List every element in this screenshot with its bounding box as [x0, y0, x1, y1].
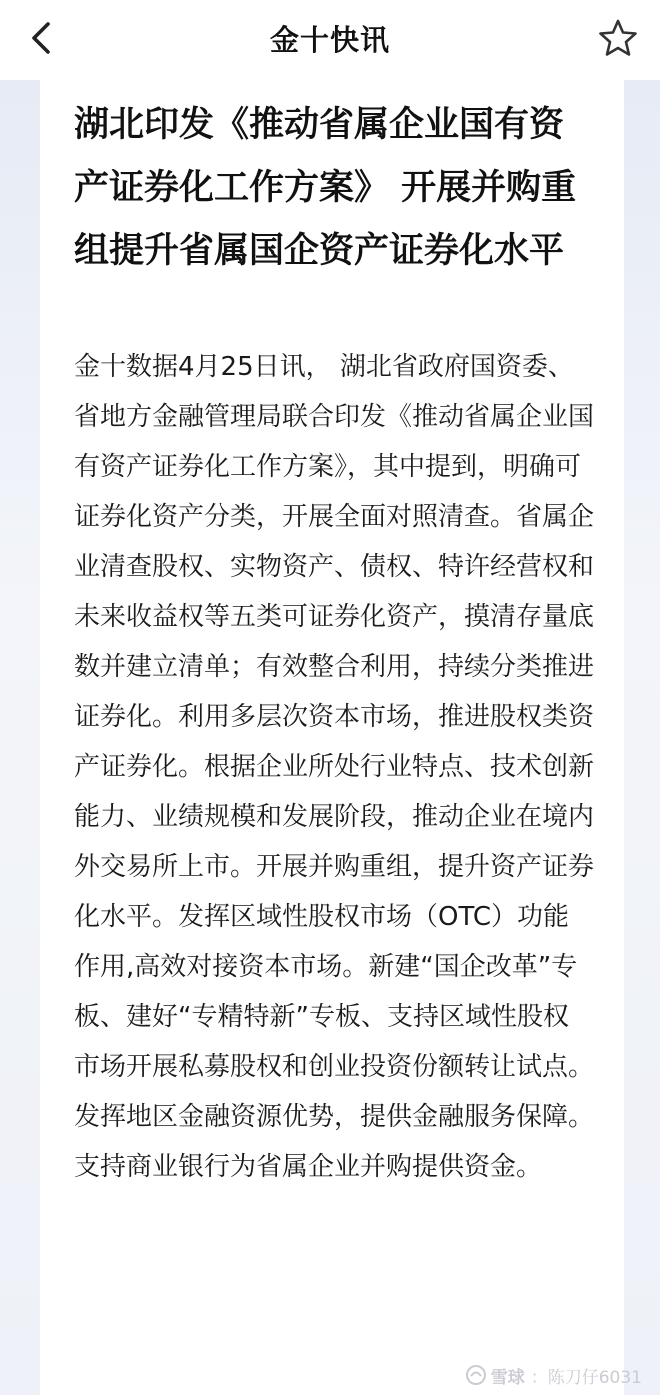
top-nav-bar [0, 0, 660, 80]
snowball-logo-icon [465, 1364, 487, 1386]
watermark-user: 陈刀仔6031 [547, 1367, 642, 1388]
article-title: 湖北印发《推动省属企业国有资产证券化工作方案》 开展并购重组提升省属国企资产证券化水平 [74, 105, 577, 271]
page-background-right [624, 80, 660, 1395]
article-card [40, 80, 624, 1395]
watermark-brand: 雪球 [490, 1367, 525, 1388]
article-body: 金十数据4月25日讯， 湖北省政府国资委、省地方金融管理局联合印发《推动省属企业国有资产证券化工作方案》，其中提到，明确可证券化资产分类，开展全面对照清查。省属企业清查股权、实物资产、债权、特许经营权和未来收益权等五类可证券化资产，摸清存量底数并建立清单；有效整合利用，持续分类推进证券化。利用多层次资本市场，推进股权类资产证券化。根据企业所处行业特点、技术创新能力、业绩规模和发展阶段，推动企业在境内外交易所上市。开展并购重组，提升资产证券化水平。发挥区域性股权市场（OTC）功能作用,高效对接资本市场。新建“国企改革”专板、建好“专精特新”专板、支持区域性股权市场开展私募股权和创业投资份额转让试点。发挥地区金融资源优势，提供金融服务保障。支持商业银行为省属企业并购提供资金。 [74, 352, 595, 1182]
watermark-separator: ： [530, 1367, 548, 1388]
page-background-left [0, 80, 40, 1395]
star-outline-icon [596, 16, 640, 60]
page-title: 金十快讯 [269, 23, 390, 57]
favorite-button[interactable] [596, 16, 640, 60]
watermark [465, 1361, 642, 1389]
